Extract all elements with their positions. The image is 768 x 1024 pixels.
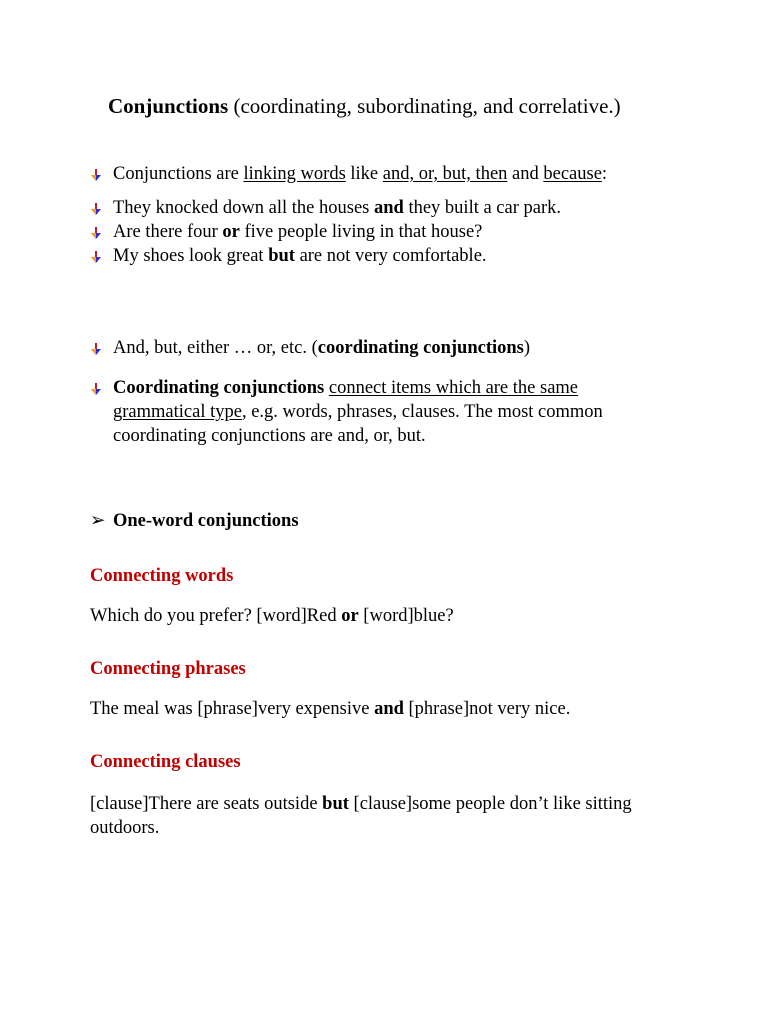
intro-part: Conjunctions are <box>113 164 244 184</box>
page-title <box>108 94 621 119</box>
coordinating-heading-pre: And, but, either … or, etc. ( <box>113 338 318 358</box>
intro-part: : <box>601 164 608 184</box>
section-example-pre: Which do you prefer? [word]Red <box>90 606 342 626</box>
section-example-pre: The meal was [phrase]very expensive <box>90 699 375 719</box>
arrow-down-bullet-icon <box>90 343 102 355</box>
example-conjunction: or <box>222 222 240 242</box>
example-conjunction: and <box>374 198 404 218</box>
example-text <box>113 198 561 219</box>
coordinating-heading-post: ) <box>523 338 531 358</box>
example-text <box>113 222 482 243</box>
example-text <box>113 246 487 267</box>
coordinating-desc-underline: connect items which are the same grammatical type <box>113 378 579 422</box>
section-heading-phrases: Connecting phrases <box>90 659 246 679</box>
intro-underline-because: because <box>543 164 602 184</box>
example-post: are not very comfortable. <box>294 246 487 266</box>
arrow-down-bullet-icon <box>90 227 102 239</box>
section-example-post: [clause]some people don’t like sitting outdoors. <box>90 794 632 838</box>
arrow-down-bullet-icon <box>90 383 102 395</box>
one-word-label: One-word conjunctions <box>113 511 299 531</box>
section-example-phrases <box>90 699 570 720</box>
section-heading-words: Connecting words <box>90 566 234 586</box>
arrow-down-bullet-icon <box>90 251 102 263</box>
section-example-post: [word]blue? <box>358 606 454 626</box>
coordinating-desc-bold: Coordinating conjunctions <box>113 378 325 398</box>
one-word-conjunctions-heading <box>90 510 299 532</box>
intro-underline-linking-words: linking words <box>243 164 346 184</box>
coordinating-desc-rest: , e.g. words, phrases, clauses. The most common coordinating conjunctions are and, or, but. <box>113 402 603 446</box>
example-pre: Are there four <box>113 222 223 242</box>
section-example-conjunction: and <box>374 699 404 719</box>
title-rest: (coordinating, subordinating, and correlative.) <box>228 94 621 118</box>
arrowhead-bullet-icon: ➢ <box>90 511 106 531</box>
section-example-conjunction: but <box>322 794 349 814</box>
coordinating-heading-bold: coordinating conjunctions <box>317 338 524 358</box>
example-post: they built a car park. <box>403 198 562 218</box>
example-conjunction: but <box>268 246 295 266</box>
coordinating-description <box>113 376 673 448</box>
title-bold: Conjunctions <box>108 94 229 118</box>
section-example-words <box>90 606 454 627</box>
section-example-pre: [clause]There are seats outside <box>90 794 323 814</box>
section-example-conjunction: or <box>341 606 359 626</box>
arrow-down-bullet-icon <box>90 169 102 181</box>
arrow-down-bullet-icon <box>90 203 102 215</box>
section-heading-clauses: Connecting clauses <box>90 752 241 772</box>
example-pre: They knocked down all the houses <box>113 198 374 218</box>
intro-part: like <box>345 164 383 184</box>
example-pre: My shoes look great <box>113 246 269 266</box>
intro-text <box>113 164 607 185</box>
intro-part: and <box>507 164 544 184</box>
example-post: five people living in that house? <box>239 222 483 242</box>
section-example-clauses <box>90 792 635 840</box>
intro-underline-examples: and, or, but, then <box>382 164 508 184</box>
coordinating-heading-text <box>113 338 530 359</box>
section-example-post: [phrase]not very nice. <box>403 699 571 719</box>
